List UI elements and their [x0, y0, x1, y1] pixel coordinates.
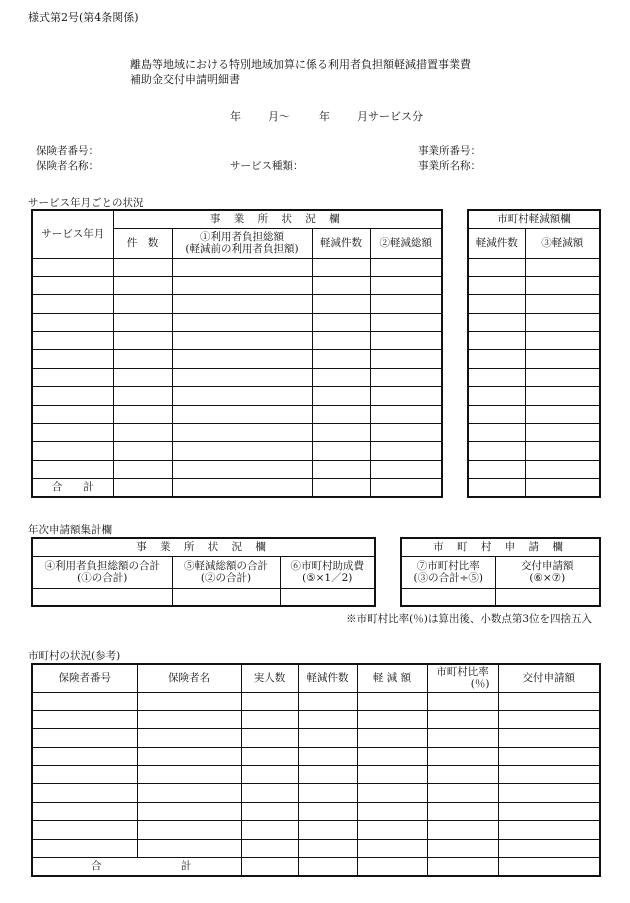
total-cell[interactable] [498, 858, 600, 876]
entry-cell[interactable] [32, 747, 137, 765]
table-row [32, 821, 600, 839]
entry-cell[interactable] [241, 747, 298, 765]
table-row [32, 802, 600, 820]
table-row [32, 692, 600, 710]
entry-cell[interactable] [370, 295, 442, 313]
city-reduction-group: 市町村軽減額欄 [468, 210, 600, 228]
entry-cell[interactable] [113, 460, 172, 478]
col-city-count: 軽減件数 [468, 228, 525, 258]
table-row [32, 784, 600, 802]
entry-cell[interactable] [241, 821, 298, 839]
entry-cell[interactable] [32, 276, 113, 294]
entry-cell[interactable] [172, 442, 312, 460]
entry-cell[interactable] [172, 350, 312, 368]
entry-cell[interactable] [370, 442, 442, 460]
entry-cell[interactable] [32, 766, 137, 784]
col-count: 件 数 [113, 228, 172, 258]
entry-cell[interactable] [427, 802, 498, 820]
entry-cell[interactable] [370, 387, 442, 405]
entry-cell[interactable] [32, 729, 137, 747]
entry-cell[interactable] [525, 276, 600, 294]
col-user-total-line2: (軽減前の利用者負担額) [185, 243, 299, 255]
entry-cell[interactable] [312, 313, 370, 331]
entry-cell[interactable] [525, 295, 600, 313]
entry-cell[interactable] [241, 692, 298, 710]
col-user-total-sum [32, 556, 172, 588]
entry-cell[interactable] [498, 692, 600, 710]
c7-line2: (③の合計÷⑤) [413, 572, 483, 584]
entry-cell[interactable] [312, 368, 370, 386]
total-row-label [32, 858, 241, 876]
office-number-label: 事業所番号： [418, 145, 481, 157]
col-city-ratio [401, 556, 495, 588]
table-row [468, 276, 600, 294]
entry-cell[interactable] [312, 460, 370, 478]
insurer-name-label: 保険者名称： [36, 160, 99, 172]
entry-cell[interactable] [137, 710, 241, 728]
city-reduction-table [467, 209, 601, 498]
annual-office-group: 事 業 所 状 況 欄 [32, 538, 375, 556]
entry-cell[interactable] [32, 313, 113, 331]
entry-cell[interactable] [468, 276, 525, 294]
total-cell[interactable] [370, 479, 442, 497]
entry-cell[interactable] [357, 710, 427, 728]
table-row [32, 405, 442, 423]
entry-cell[interactable] [525, 460, 600, 478]
table-row [468, 387, 600, 405]
entry-cell[interactable] [498, 839, 600, 857]
c4-line2: (①の合計) [77, 572, 128, 584]
entry-cell[interactable] [32, 821, 137, 839]
total-cell[interactable] [113, 479, 172, 497]
entry-cell[interactable] [468, 442, 525, 460]
entry-cell[interactable] [427, 821, 498, 839]
entry-cell[interactable] [113, 332, 172, 350]
table-row [468, 258, 600, 276]
table-row [32, 747, 600, 765]
entry-cell[interactable] [113, 350, 172, 368]
entry-cell[interactable] [427, 766, 498, 784]
col-insurer-number: 保険者番号 [32, 664, 137, 692]
col-grant-amount [495, 556, 600, 588]
entry-cell[interactable] [312, 276, 370, 294]
table-row [468, 460, 600, 478]
ratio-note: ※市町村比率(％)は算出後、小数点第3位を四捨五入 [346, 613, 592, 625]
entry-cell[interactable] [298, 747, 357, 765]
col-user-total [172, 228, 312, 258]
c5-line1: ⑤軽減総額の合計 [184, 560, 268, 572]
form-title-line2: 補助金交付申請明細書 [130, 73, 240, 86]
entry-cell[interactable] [172, 405, 312, 423]
entry-cell[interactable] [298, 839, 357, 857]
col-reduce-total: ②軽減総額 [370, 228, 442, 258]
entry-cell[interactable] [357, 839, 427, 857]
section1-heading: サービス年月ごとの状況 [28, 197, 144, 209]
col-city-ratio-line2: (％) [470, 678, 490, 691]
entry-cell[interactable] [370, 332, 442, 350]
col-reduce-count: 軽減件数 [312, 228, 370, 258]
entry-cell[interactable] [427, 710, 498, 728]
entry-cell[interactable] [137, 784, 241, 802]
value-cell[interactable] [32, 588, 172, 606]
total-label-a: 合 [91, 860, 102, 873]
entry-cell[interactable] [498, 784, 600, 802]
c5-line2: (②の合計) [200, 572, 252, 584]
entry-cell[interactable] [113, 387, 172, 405]
entry-cell[interactable] [113, 313, 172, 331]
entry-cell[interactable] [370, 258, 442, 276]
entry-cell[interactable] [525, 313, 600, 331]
entry-cell[interactable] [32, 332, 113, 350]
entry-cell[interactable] [468, 313, 525, 331]
entry-cell[interactable] [427, 839, 498, 857]
entry-cell[interactable] [32, 258, 113, 276]
table-row [32, 460, 442, 478]
value-cell[interactable] [401, 588, 495, 606]
entry-cell[interactable] [298, 710, 357, 728]
entry-cell[interactable] [370, 313, 442, 331]
entry-cell[interactable] [241, 784, 298, 802]
entry-cell[interactable] [468, 460, 525, 478]
entry-cell[interactable] [468, 295, 525, 313]
total-cell[interactable] [298, 858, 357, 876]
table-row [468, 295, 600, 313]
entry-cell[interactable] [113, 295, 172, 313]
annual-office-table [31, 537, 376, 607]
total-cell[interactable] [357, 858, 427, 876]
entry-cell[interactable] [137, 839, 241, 857]
entry-cell[interactable] [525, 442, 600, 460]
entry-cell[interactable] [468, 258, 525, 276]
entry-cell[interactable] [32, 442, 113, 460]
entry-cell[interactable] [32, 295, 113, 313]
table-row [32, 350, 442, 368]
entry-cell[interactable] [172, 276, 312, 294]
entry-cell[interactable] [525, 387, 600, 405]
entry-cell[interactable] [298, 821, 357, 839]
table-row [32, 258, 442, 276]
entry-cell[interactable] [172, 424, 312, 442]
entry-cell[interactable] [370, 424, 442, 442]
entry-cell[interactable] [113, 424, 172, 442]
entry-cell[interactable] [468, 332, 525, 350]
table-row [468, 442, 600, 460]
table-row [468, 332, 600, 350]
period-month-2: 月サービス分 [357, 110, 423, 123]
entry-cell[interactable] [525, 405, 600, 423]
service-type-label: サービス種類： [230, 160, 304, 172]
entry-cell[interactable] [172, 387, 312, 405]
table-row [32, 368, 442, 386]
entry-cell[interactable] [32, 405, 113, 423]
entry-cell[interactable] [427, 692, 498, 710]
entry-cell[interactable] [298, 784, 357, 802]
period-year-1: 年 [230, 110, 241, 123]
entry-cell[interactable] [312, 295, 370, 313]
entry-cell[interactable] [468, 424, 525, 442]
entry-cell[interactable] [32, 368, 113, 386]
col-city-ratio-line1: 市町村比率 [436, 666, 489, 679]
period-year-2: 年 [319, 110, 330, 123]
table-row [32, 766, 600, 784]
entry-cell[interactable] [427, 784, 498, 802]
entry-cell[interactable] [525, 368, 600, 386]
entry-cell[interactable] [370, 350, 442, 368]
entry-cell[interactable] [32, 839, 137, 857]
insurer-number-label: 保険者番号： [36, 145, 99, 157]
col-grant-amount: 交付申請額 [498, 664, 600, 692]
entry-cell[interactable] [525, 424, 600, 442]
entry-cell[interactable] [357, 766, 427, 784]
entry-cell[interactable] [32, 424, 113, 442]
entry-cell[interactable] [357, 784, 427, 802]
col-city-ratio [427, 664, 498, 692]
entry-cell[interactable] [137, 802, 241, 820]
entry-cell[interactable] [357, 747, 427, 765]
section3-heading: 市町村の状況(参考) [28, 650, 121, 662]
entry-cell[interactable] [298, 766, 357, 784]
entry-cell[interactable] [468, 405, 525, 423]
total-cell[interactable] [241, 858, 298, 876]
entry-cell[interactable] [498, 802, 600, 820]
entry-cell[interactable] [32, 710, 137, 728]
entry-cell[interactable] [357, 802, 427, 820]
entry-cell[interactable] [468, 350, 525, 368]
entry-cell[interactable] [498, 766, 600, 784]
service-period [230, 108, 423, 124]
entry-cell[interactable] [427, 729, 498, 747]
table-row [32, 729, 600, 747]
entry-cell[interactable] [312, 387, 370, 405]
entry-cell[interactable] [370, 460, 442, 478]
entry-cell[interactable] [241, 766, 298, 784]
total-cell[interactable] [172, 479, 312, 497]
entry-cell[interactable] [172, 368, 312, 386]
entry-cell[interactable] [312, 405, 370, 423]
office-status-group: 事 業 所 状 況 欄 [113, 210, 442, 228]
value-cell[interactable] [172, 588, 280, 606]
entry-cell[interactable] [113, 405, 172, 423]
entry-cell[interactable] [113, 442, 172, 460]
entry-cell[interactable] [241, 839, 298, 857]
table-row [468, 313, 600, 331]
table-row [468, 424, 600, 442]
office-name-label: 事業所名称： [418, 160, 481, 172]
total-cell[interactable] [468, 479, 525, 497]
table-row [32, 276, 442, 294]
entry-cell[interactable] [241, 802, 298, 820]
entry-cell[interactable] [172, 460, 312, 478]
entry-cell[interactable] [172, 295, 312, 313]
entry-cell[interactable] [172, 258, 312, 276]
entry-cell[interactable] [525, 332, 600, 350]
c6-line2: (⑤×1／2) [302, 572, 353, 584]
col-user-total-line1: ①利用者負担総額 [200, 231, 284, 243]
entry-cell[interactable] [525, 258, 600, 276]
total-row-label: 合 計 [32, 479, 113, 497]
entry-cell[interactable] [357, 692, 427, 710]
form-title-line1: 離島等地域における特別地域加算に係る利用者負担額軽減措置事業費 [130, 58, 471, 71]
annual-city-table [400, 537, 601, 607]
table-row [32, 424, 442, 442]
c6-line1: ⑥市町村助成費 [290, 560, 364, 572]
service-month-table [31, 209, 443, 498]
entry-cell[interactable] [172, 332, 312, 350]
entry-cell[interactable] [312, 258, 370, 276]
entry-cell[interactable] [525, 350, 600, 368]
entry-cell[interactable] [498, 729, 600, 747]
entry-cell[interactable] [137, 821, 241, 839]
entry-cell[interactable] [468, 387, 525, 405]
entry-cell[interactable] [468, 368, 525, 386]
form-number: 様式第2号(第4条関係) [28, 11, 139, 24]
col-insurer-name: 保険者名 [137, 664, 241, 692]
value-cell[interactable] [495, 588, 600, 606]
entry-cell[interactable] [427, 747, 498, 765]
col-city-subsidy [280, 556, 375, 588]
entry-cell[interactable] [137, 729, 241, 747]
entry-cell[interactable] [312, 332, 370, 350]
entry-cell[interactable] [241, 710, 298, 728]
annual-city-group: 市 町 村 申 請 欄 [401, 538, 600, 556]
col-reduce-total-sum [172, 556, 280, 588]
entry-cell[interactable] [298, 729, 357, 747]
entry-cell[interactable] [113, 276, 172, 294]
c8-line1: 交付申請額 [521, 560, 574, 572]
total-cell[interactable] [525, 479, 600, 497]
entry-cell[interactable] [241, 729, 298, 747]
table-row [32, 313, 442, 331]
entry-cell[interactable] [172, 313, 312, 331]
period-month-1: 月〜 [268, 110, 290, 123]
entry-cell[interactable] [298, 802, 357, 820]
entry-cell[interactable] [137, 747, 241, 765]
total-cell[interactable] [427, 858, 498, 876]
total-cell[interactable] [312, 479, 370, 497]
entry-cell[interactable] [32, 784, 137, 802]
table-row [32, 839, 600, 857]
col-service-month: サービス年月 [32, 210, 113, 258]
entry-cell[interactable] [32, 460, 113, 478]
table-row [32, 332, 442, 350]
entry-cell[interactable] [312, 424, 370, 442]
entry-cell[interactable] [32, 692, 137, 710]
entry-cell[interactable] [498, 710, 600, 728]
entry-cell[interactable] [32, 802, 137, 820]
entry-cell[interactable] [312, 442, 370, 460]
entry-cell[interactable] [113, 368, 172, 386]
entry-cell[interactable] [370, 405, 442, 423]
entry-cell[interactable] [498, 821, 600, 839]
section2-heading: 年次申請額集計欄 [28, 524, 112, 536]
city-status-table [31, 663, 601, 877]
entry-cell[interactable] [370, 276, 442, 294]
table-row [468, 350, 600, 368]
col-reduce-count: 軽減件数 [298, 664, 357, 692]
entry-cell[interactable] [357, 821, 427, 839]
table-row [32, 295, 442, 313]
value-cell[interactable] [280, 588, 375, 606]
c4-line1: ④利用者負担総額の合計 [44, 560, 160, 572]
entry-cell[interactable] [312, 350, 370, 368]
entry-cell[interactable] [32, 350, 113, 368]
entry-cell[interactable] [370, 368, 442, 386]
entry-cell[interactable] [498, 747, 600, 765]
c7-line1: ⑦市町村比率 [416, 560, 480, 572]
total-label-b: 計 [180, 860, 192, 873]
entry-cell[interactable] [357, 729, 427, 747]
col-actual-count: 実人数 [241, 664, 298, 692]
entry-cell[interactable] [32, 387, 113, 405]
entry-cell[interactable] [137, 692, 241, 710]
table-row [468, 405, 600, 423]
entry-cell[interactable] [113, 258, 172, 276]
table-row [32, 710, 600, 728]
table-row [32, 387, 442, 405]
table-row [468, 368, 600, 386]
col-reduce-amount: 軽 減 額 [357, 664, 427, 692]
c8-line2: (⑥×⑦) [529, 572, 566, 584]
col-city-amount: ③軽減額 [525, 228, 600, 258]
entry-cell[interactable] [137, 766, 241, 784]
table-row [32, 442, 442, 460]
entry-cell[interactable] [298, 692, 357, 710]
